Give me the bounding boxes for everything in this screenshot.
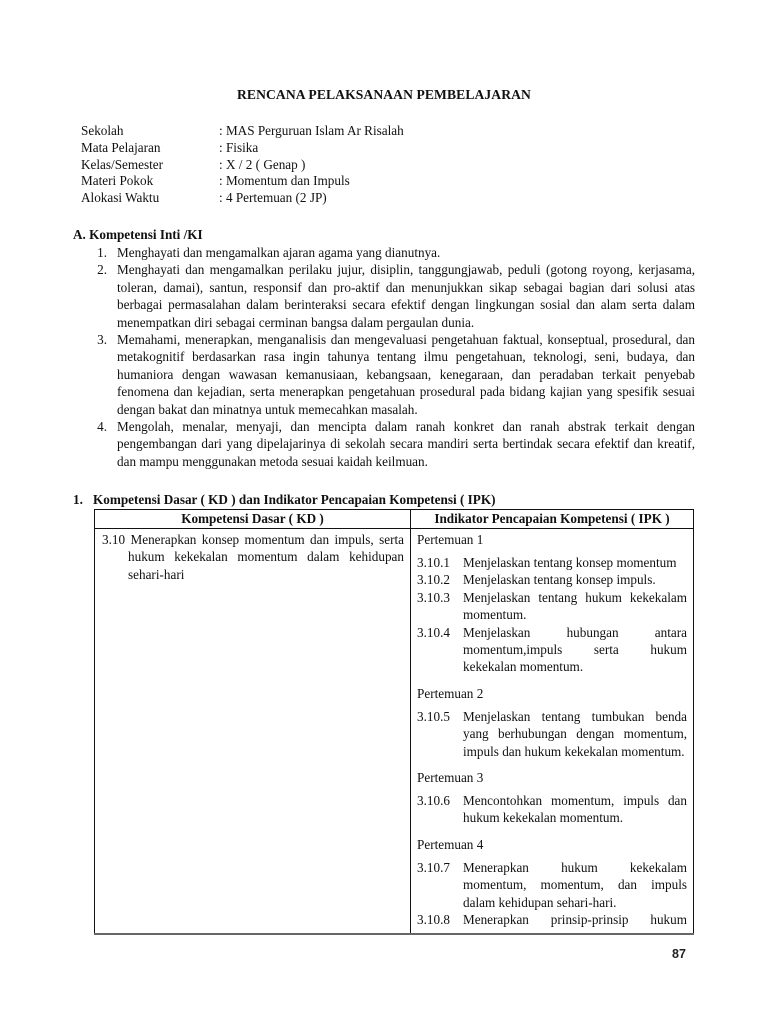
meta-value: : Fisika — [219, 139, 259, 155]
list-item — [73, 418, 695, 470]
ipk-code: 3.10.3 — [417, 589, 450, 605]
ipk-item — [417, 624, 687, 676]
table-header-row — [95, 510, 694, 529]
meta-value: : 4 Pertemuan (2 JP) — [219, 190, 327, 206]
ipk-item — [417, 859, 687, 911]
ipk-code: 3.10.5 — [417, 708, 450, 724]
ipk-item — [417, 708, 687, 760]
section-heading: A. Kompetensi Inti /KI — [73, 227, 203, 242]
meta-row-subject — [81, 139, 404, 156]
meta-label: Kelas/Semester — [81, 156, 164, 172]
section-title: Kompetensi Dasar ( KD ) dan Indikator Pencapaian Kompetensi ( IPK) — [93, 492, 496, 507]
page-number: 87 — [672, 947, 686, 961]
meeting-1 — [417, 531, 687, 676]
list-text: Menghayati dan mengamalkan ajaran agama yang dianutnya. — [117, 245, 441, 260]
meta-value: : Momentum dan Impuls — [219, 173, 350, 189]
meeting-label: Pertemuan 1 — [417, 532, 484, 547]
meta-row-time — [81, 189, 404, 206]
meeting-4 — [417, 836, 687, 929]
column-header-ipk: Indikator Pencapaian Kompetensi ( IPK ) — [411, 510, 694, 529]
meta-value: : MAS Perguruan Islam Ar Risalah — [219, 123, 404, 138]
ipk-code: 3.10.8 — [417, 912, 450, 928]
meta-row-school — [81, 122, 404, 139]
section-heading — [73, 491, 695, 509]
kd-text: Menerapkan konsep momentum dan impuls, serta hukum kekekalan momentum dalam kehidupan sehari-hari — [128, 532, 404, 582]
ipk-code: 3.10.6 — [417, 793, 450, 809]
meta-row-class — [81, 156, 404, 173]
ipk-text: Menjelaskan tentang konsep momentum — [463, 555, 677, 570]
kd-cell — [95, 529, 411, 934]
ipk-text: Menerapkan hukum kekekalam momentum, momentum, dan impuls dalam kehidupan sehari-hari. — [463, 859, 687, 910]
kd-entry — [102, 531, 404, 583]
core-competence-section — [73, 226, 695, 470]
ipk-item — [417, 911, 687, 928]
ipk-code: 3.10.4 — [417, 624, 450, 640]
list-text: Menghayati dan mengamalkan perilaku jujur, disiplin, tanggungjawab, peduli (gotong royong, kerjasama, toleran, damai), santun, responsif dan pro-aktif dan menunjukkan sikap sebagai bagian dari solusi atas berbagai permasalahan dalam berinteraksi secara efektif dengan lingkungan sosial dan alam serta dalam menempatkan diri sebagai cerminan bangsa dalam pergaulan dunia. — [117, 262, 695, 330]
meeting-label: Pertemuan 4 — [417, 836, 484, 852]
ipk-cell — [411, 529, 694, 934]
list-item — [73, 331, 695, 418]
meta-row-topic — [81, 172, 404, 189]
kd-code: 3.10 — [102, 532, 126, 547]
competence-table — [94, 509, 694, 935]
meta-label: Alokasi Waktu — [81, 190, 160, 206]
meta-label: Mata Pelajaran — [81, 139, 161, 155]
meta-label: Materi Pokok — [81, 173, 154, 189]
meta-label: Sekolah — [81, 123, 124, 138]
basic-competence-section — [73, 491, 695, 509]
ipk-code: 3.10.1 — [417, 555, 450, 570]
meta-value: : X / 2 ( Genap ) — [219, 156, 306, 172]
list-number: 3. — [97, 332, 107, 348]
identity-block — [81, 122, 404, 206]
ipk-item — [417, 554, 687, 571]
ipk-text: Mencontohkan momentum, impuls dan hukum kekekalan momentum. — [463, 793, 687, 826]
ipk-code: 3.10.2 — [417, 572, 450, 588]
list-number: 2. — [97, 262, 107, 278]
list-number: 1. — [97, 245, 107, 260]
column-header-kd: Kompetensi Dasar ( KD ) — [95, 510, 411, 529]
ipk-text: Menjelaskan tentang tumbukan benda yang berhubungan dengan momentum, impuls dan hukum kekekalan momentum. — [463, 708, 687, 759]
ipk-text: Menerapkan prinsip-prinsip hukum — [463, 912, 687, 928]
list-text: Memahami, menerapkan, menganalisis dan mengevaluasi pengetahuan faktual, konseptual, prosedural, dan metakognitif berdasarkan rasa ingin tahunya tentang ilmu pengetahuan, teknologi, seni, budaya, dan humaniora dengan wawasan kemanusiaan, kebangsaan, kenegaraan, dan peradaban terkait penyebab fenomena dan kejadian, serta menerapkan pengetahuan prosedural pada bidang kajian yang spesifik sesuai dengan bakat dan minatnya untuk memecahkan masalah. — [117, 332, 695, 417]
meeting-label: Pertemuan 2 — [417, 685, 484, 701]
list-item — [73, 261, 695, 331]
ipk-text: Menjelaskan tentang hukum kekekalam momentum. — [463, 589, 687, 623]
list-item — [73, 244, 695, 261]
ipk-code: 3.10.7 — [417, 859, 450, 875]
ipk-text: Menjelaskan tentang konsep impuls. — [463, 572, 656, 588]
ipk-item — [417, 589, 687, 624]
core-competence-list — [73, 244, 695, 470]
meeting-3 — [417, 769, 687, 827]
list-number: 4. — [97, 419, 107, 435]
meeting-2 — [417, 685, 687, 760]
ipk-item — [417, 571, 687, 588]
ipk-text: Menjelaskan hubungan antara momentum,impuls serta hukum kekekalan momentum. — [463, 624, 687, 675]
document-title: RENCANA PELAKSANAAN PEMBELAJARAN — [237, 87, 531, 102]
table-row — [95, 529, 694, 934]
meeting-label: Pertemuan 3 — [417, 770, 484, 786]
section-number: 1. — [73, 492, 83, 507]
ipk-item — [417, 792, 687, 827]
list-text: Mengolah, menalar, menyaji, dan mencipta dalam ranah konkret dan ranah abstrak terkait dengan pengembangan dari yang dipelajarinya di sekolah secara mandiri serta bertindak secara efektif dan kreatif, dan mampu menggunakan metoda sesuai kaidah keilmuan. — [117, 419, 695, 469]
